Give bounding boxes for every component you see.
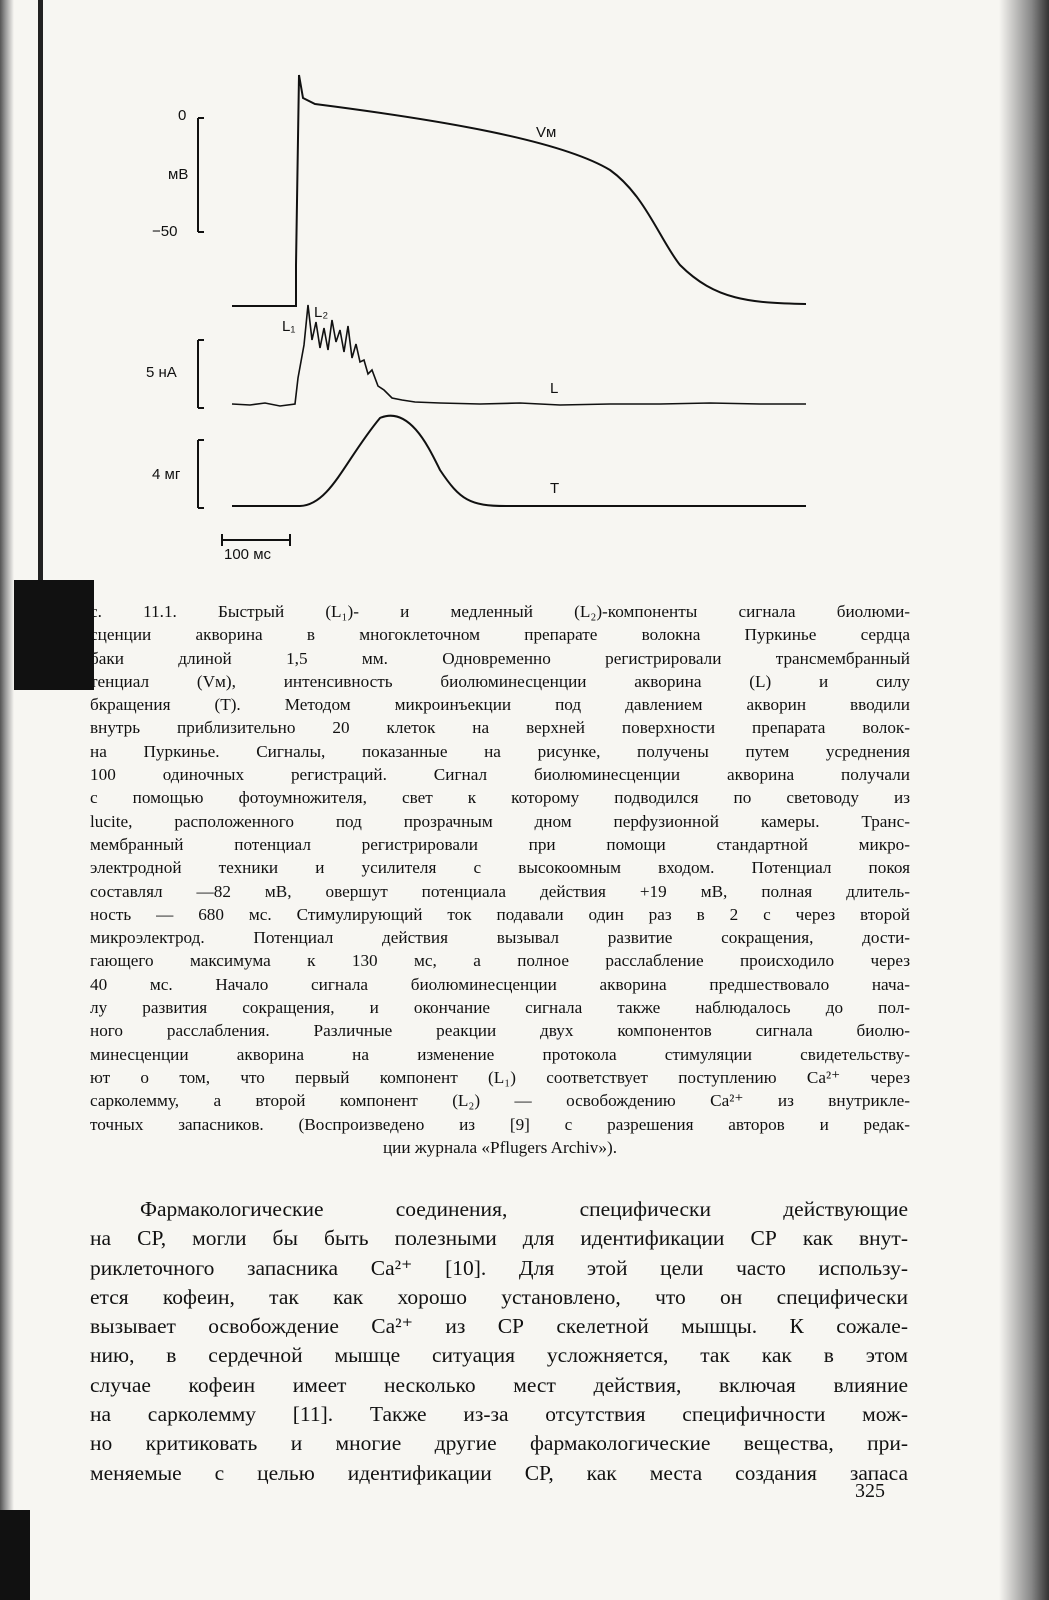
body-line: но критиковать и многие другие фармакологические вещества, при- <box>90 1431 908 1456</box>
scan-edge-right <box>999 0 1049 1600</box>
voltage-scale-bar <box>198 118 204 232</box>
scan-edge-line <box>38 0 43 600</box>
label-vm: Vм <box>536 124 557 141</box>
caption-line: электродной техники и усилителя с высокоомным входом. Потенциал покоя <box>90 858 910 878</box>
caption-line: lucite, расположенного под прозрачным дном перфузионной камеры. Транс- <box>90 811 910 831</box>
scan-edge-left <box>0 0 14 1600</box>
caption-line: внутрь приблизительно 20 клеток на верхней поверхности препарата волок- <box>90 718 910 738</box>
caption-line: гающего максимума к 130 мс, а полное расслабление происходило через <box>90 951 910 971</box>
label-minus50: −50 <box>152 223 178 240</box>
caption-line: мембранный потенциал регистрировали при помощи стандартной микро- <box>90 834 910 854</box>
page-number: 325 <box>855 1480 885 1502</box>
caption-line: 100 одиночных регистраций. Сигнал биолюминесценции акворина получали <box>90 765 910 785</box>
label-force: 4 мг <box>152 466 181 483</box>
current-scale-bar <box>198 340 204 408</box>
caption-line: ность — 680 мс. Стимулирующий ток подавали один раз в 2 с через второй <box>90 904 910 924</box>
caption-line: точных запасников. (Воспроизведено из [9] с разрешения авторов и редак- <box>90 1114 910 1134</box>
time-scale-bar <box>222 534 290 546</box>
figure-traces <box>140 60 840 580</box>
body-line: случае кофеин имеет несколько мест действия, включая влияние <box>90 1372 908 1397</box>
body-line: вызывает освобождение Ca²⁺ из СР скелетной мышцы. К сожале- <box>90 1314 908 1339</box>
scan-blot-left <box>14 580 94 690</box>
scan-mark-bottom-left <box>0 1510 30 1600</box>
caption-line: составлял —82 мВ, овершут потенциала действия +19 мВ, полная длитель- <box>90 881 910 901</box>
body-paragraph <box>90 1195 908 1488</box>
caption-line: сценции акворина в многоклеточном препарате волокна Пуркинье сердца <box>90 625 910 645</box>
label-current: 5 нА <box>146 364 177 381</box>
body-line: на СР, могли бы быть полезными для идентификации СР как внут- <box>90 1226 908 1251</box>
caption-line: сарколемму, а второй компонент (L₂) — освобождению Ca²⁺ из внутрикле- <box>90 1091 910 1111</box>
force-scale-bar <box>198 440 204 508</box>
caption-line: минесценции акворина на изменение протокола стимуляции свидетельству- <box>90 1044 910 1064</box>
body-line: на сарколемму [11]. Также из-за отсутствия специфичности мож- <box>90 1402 908 1427</box>
figure-caption <box>90 600 910 1159</box>
body-line: ется кофеин, так как хорошо установлено, что он специфически <box>90 1284 908 1309</box>
body-line: нию, в сердечной мышце ситуация усложняется, так как в этом <box>90 1343 908 1368</box>
body-line: меняемые с целью идентификации СР, как места создания запаса <box>90 1460 908 1485</box>
caption-line: 40 мс. Начало сигнала биолюминесценции акворина предшествовало нача- <box>90 974 910 994</box>
label-l: L <box>550 380 559 397</box>
caption-line: микроэлектрод. Потенциал действия вызывал развитие сокращения, дости- <box>90 928 910 948</box>
caption-line: с. 11.1. Быстрый (L₁)- и медленный (L₂)-компоненты сигнала биолюми- <box>90 602 910 621</box>
t-trace <box>232 416 806 506</box>
caption-line: с помощью фотоумножителя, свет к которому подводился по световоду из <box>90 788 910 808</box>
label-timescale: 100 мс <box>224 546 272 563</box>
label-zero: 0 <box>178 107 187 124</box>
caption-line: баки длиной 1,5 мм. Одновременно регистрировали трансмембранный <box>90 648 910 668</box>
figure <box>140 60 840 580</box>
caption-line: ют о том, что первый компонент (L₁) соответствует поступлению Ca²⁺ через <box>90 1067 910 1087</box>
vm-trace <box>232 75 806 306</box>
body-line: риклеточного запасника Ca²⁺ [10]. Для этой цели часто использу- <box>90 1255 908 1280</box>
caption-line: лу развития сокращения, и окончание сигнала также наблюдалось до пол- <box>90 998 910 1018</box>
label-l2: L₂ <box>314 304 329 321</box>
label-l1: L₁ <box>282 318 296 335</box>
caption-line: тенциал (Vм), интенсивность биолюминесценции акворина (L) и силу <box>90 671 910 691</box>
body-line: Фармакологические соединения, специфически действующие <box>140 1197 908 1221</box>
caption-line: на Пуркинье. Сигналы, показанные на рисунке, получены путем усреднения <box>90 741 910 761</box>
caption-line: ции журнала «Pflugers Archiv»). <box>382 1137 617 1157</box>
caption-line: ного расслабления. Различные реакции двух компонентов сигнала биолю- <box>90 1021 910 1041</box>
label-t: T <box>550 480 560 497</box>
label-mv: мВ <box>168 166 189 183</box>
caption-line: бкращения (Т). Методом микроинъекции под давлением акворин вводили <box>90 695 910 715</box>
